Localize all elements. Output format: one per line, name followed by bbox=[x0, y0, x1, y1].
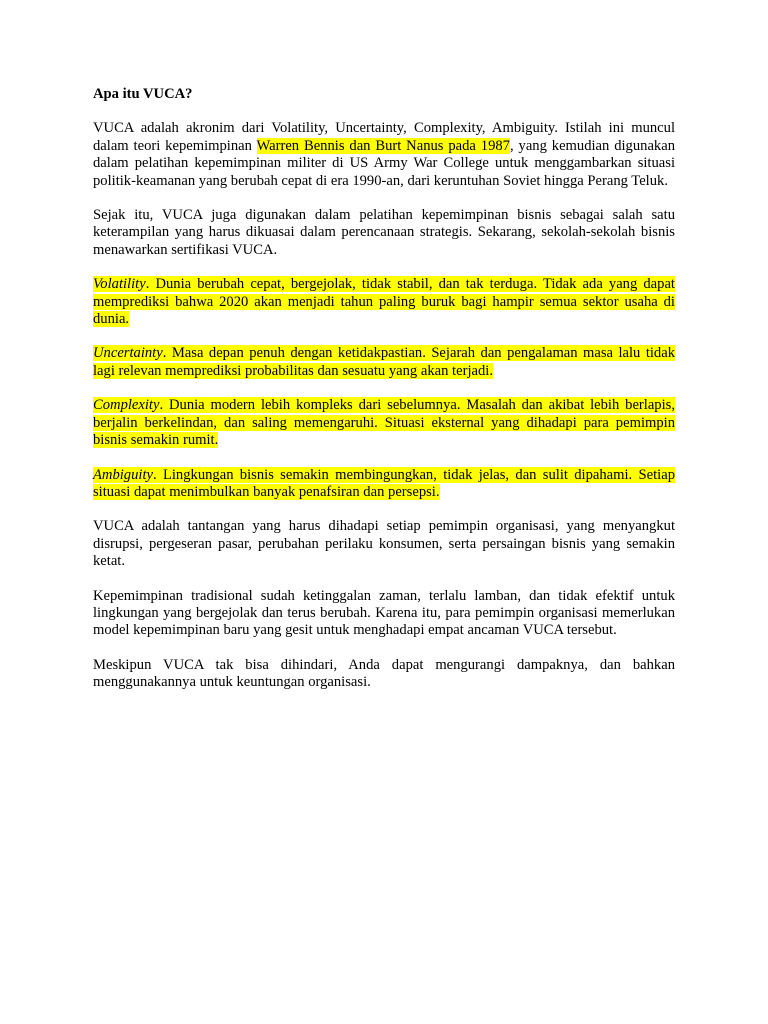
intro-highlight: Warren Bennis dan Burt Nanus pada 1987 bbox=[256, 137, 510, 154]
definition-volatility bbox=[93, 276, 675, 328]
paragraph-2: Sejak itu, VUCA juga digunakan dalam pelatihan kepemimpinan bisnis sebagai salah satu keterampilan yang harus dikuasai dalam perencanaan strategis. Sekarang, sekolah-sekolah bisnis menawarkan sertifikasi VUCA. bbox=[93, 207, 675, 258]
definition-term: Volatility bbox=[93, 276, 146, 293]
definition-text: . Masa depan penuh dengan ketidakpastian. Sejarah dan pengalaman masa lalu tidak lagi relevan memprediksi probabilitas dan sesuatu yang akan terjadi. bbox=[93, 345, 675, 379]
intro-text-before: VUCA adalah akronim dari Volatility, Uncertainty, Complexity, Ambiguity. Istilah ini muncul dalam teori kepemimpinan bbox=[93, 120, 675, 154]
definition-ambiguity bbox=[93, 467, 675, 502]
intro-text-after: , yang kemudian digunakan dalam pelatihan kepemimpinan militer di US Army War College untuk menggambarkan situasi politik-keamanan yang berubah cepat di era 1990-an, dari keruntuhan Soviet hingga Perang Teluk. bbox=[93, 137, 675, 189]
paragraph-4: Kepemimpinan tradisional sudah ketinggalan zaman, terlalu lamban, dan tidak efektif untuk lingkungan yang bergejolak dan terus berubah. Karena itu, para pemimpin organisasi memerlukan model kepemimpinan baru yang gesit untuk menghadapi empat ancaman VUCA tersebut. bbox=[93, 587, 675, 639]
definition-complexity bbox=[93, 397, 675, 449]
definition-term: Complexity bbox=[93, 397, 160, 414]
document-page bbox=[93, 86, 675, 709]
definition-term: Ambiguity bbox=[93, 466, 153, 483]
paragraph-5: Meskipun VUCA tak bisa dihindari, Anda dapat mengurangi dampaknya, dan bahkan menggunakannya untuk keuntungan organisasi. bbox=[93, 656, 675, 691]
definition-text: . Dunia modern lebih kompleks dari sebelumnya. Masalah dan akibat lebih berlapis, berjalin berkelindan, dan saling memengaruhi. Situasi eksternal yang dihadapi para pemimpin bisnis semakin rumit. bbox=[93, 397, 675, 449]
definition-uncertainty bbox=[93, 345, 675, 380]
intro-paragraph bbox=[93, 120, 675, 190]
document-heading: Apa itu VUCA? bbox=[93, 86, 193, 102]
definition-text: . Dunia berubah cepat, bergejolak, tidak stabil, dan tak terduga. Tidak ada yang dapat memprediksi bahwa 2020 akan menjadi tahun paling buruk bagi hampir semua sektor usaha di dunia. bbox=[93, 276, 675, 328]
definition-text: . Lingkungan bisnis semakin membingungkan, tidak jelas, dan sulit dipahami. Setiap situasi dapat menimbulkan banyak penafsiran dan persepsi. bbox=[93, 466, 675, 500]
paragraph-3: VUCA adalah tantangan yang harus dihadapi setiap pemimpin organisasi, yang menyangkut disrupsi, pergeseran pasar, perubahan perilaku konsumen, serta persaingan bisnis yang semakin ketat. bbox=[93, 518, 675, 570]
definition-term: Uncertainty bbox=[93, 345, 163, 362]
